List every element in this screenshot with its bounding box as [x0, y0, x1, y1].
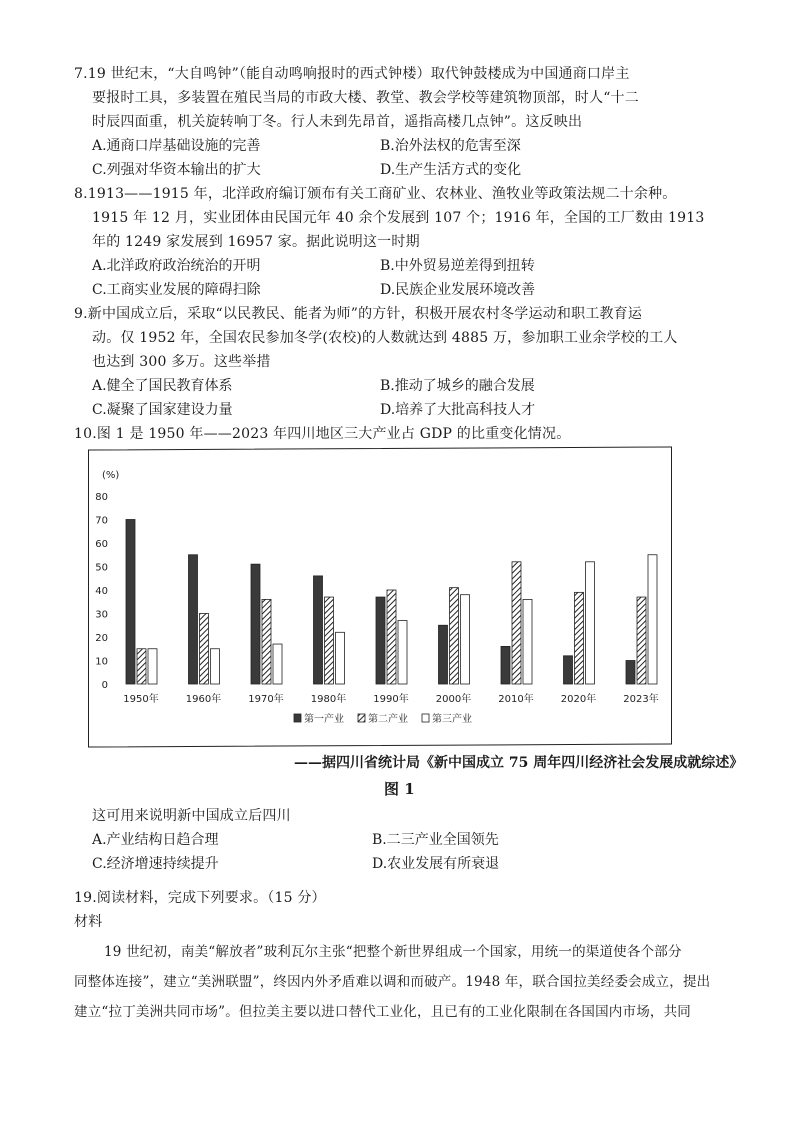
q19-material-line-1: 19 世纪初，南美“解放者”玻利瓦尔主张“把整个新世界组成一个国家，用统一的渠道使各个部分: [104, 944, 682, 960]
bar-第一产业-1950年: [126, 520, 135, 685]
bar-第二产业-1980年: [325, 597, 334, 684]
q8-option-c: C.工商实业发展的障碍扫除: [92, 282, 261, 298]
y-tick-label: 80: [95, 492, 108, 503]
figure-source: ——据四川省统计局《新中国成立 75 周年四川经济社会发展成就综述》: [294, 755, 744, 771]
bar-第三产业-1990年: [398, 621, 407, 684]
q19-material-line-2: 同整体连接”，建立“美洲联盟”，终因内外矛盾难以调和而破产。1948 年，联合国拉美经委会成立，提出: [74, 974, 711, 990]
x-tick-label: 1960年: [185, 694, 222, 705]
bar-第一产业-1960年: [189, 555, 198, 684]
bar-第二产业-1970年: [262, 599, 271, 684]
bar-第三产业-2000年: [461, 595, 470, 684]
legend-label: 第三产业: [432, 714, 472, 725]
q7-option-b: B.治外法权的危害至深: [380, 138, 521, 154]
figure-label: 图 1: [384, 780, 415, 798]
x-axis-labels: [123, 692, 658, 705]
bar-第一产业-2020年: [564, 656, 573, 684]
bar-第二产业-1990年: [387, 590, 396, 684]
y-tick-label: 40: [95, 586, 108, 597]
q8-option-d: D.民族企业发展环境改善: [380, 282, 536, 298]
q9-line-2: 动。仅 1952 年，全国农民参加冬学(农校)的人数就达到 4885 万，参加职工业余学校的工人: [92, 330, 678, 346]
y-tick-label: 10: [95, 656, 108, 668]
bar-第二产业-1960年: [200, 614, 209, 685]
y-axis: [95, 470, 119, 691]
q19-stem: 19.阅读材料，完成下列要求。（15 分）: [74, 890, 326, 906]
q7-line-2: 要报时工具，多装置在殖民当局的市政大楼、教堂、教会学校等建筑物顶部，时人“十二: [92, 90, 639, 106]
q8-line-2: 1915 年 12 月，实业团体由民国元年 40 余个发展到 107 个；1916 年，全国的工厂数由 1913: [92, 210, 705, 226]
x-tick-label: 2020年: [560, 694, 597, 705]
q10-option-c: C.经济增速持续提升: [92, 856, 219, 872]
q10-option-b: B.二三产业全国领先: [372, 832, 499, 848]
q7-option-c: C.列强对华资本输出的扩大: [92, 162, 261, 178]
bar-第三产业-1980年: [336, 632, 345, 684]
bar-第一产业-1990年: [376, 597, 385, 684]
bar-第三产业-1960年: [211, 649, 220, 684]
bar-第二产业-2023年: [637, 597, 646, 684]
y-tick-label: 30: [95, 609, 108, 621]
q10-after-text: 这可用来说明新中国成立后四川: [92, 808, 291, 824]
bar-第三产业-1970年: [273, 644, 282, 684]
q19-material-line-3: 建立“拉丁美洲共同市场”。但拉美主要以进口替代工业化，且已有的工业化限制在各国国内市场，共同: [74, 1004, 692, 1020]
legend-label: 第二产业: [368, 714, 408, 725]
q10-option-d: D.农业发展有所衰退: [372, 856, 500, 872]
bar-第一产业-2000年: [439, 625, 448, 684]
bar-第一产业-1980年: [314, 576, 323, 684]
x-tick-label: 1970年: [248, 694, 284, 705]
y-tick-label: 60: [95, 539, 108, 550]
y-tick-label: 50: [95, 562, 108, 574]
legend-label: 第一产业: [304, 714, 344, 725]
legend-swatch: [422, 714, 429, 722]
q10-option-a: A.产业结构日趋合理: [92, 832, 219, 848]
bar-第三产业-2020年: [586, 562, 595, 684]
y-tick-label: 0: [101, 680, 108, 691]
bar-第一产业-2010年: [501, 646, 510, 684]
q8-line-1: 8.1913——1915 年，北洋政府编订颁布有关工商矿业、农林业、渔牧业等政策法规二十余种。: [74, 186, 677, 202]
q8-option-b: B.中外贸易逆差得到扭转: [380, 258, 535, 274]
q7-line-1: 7.19 世纪末，“大自鸣钟”（能自动鸣响报时的西式钟楼）取代钟鼓楼成为中国通商口岸主: [74, 66, 630, 82]
bar-第二产业-2000年: [450, 588, 459, 684]
x-tick-label: 1950年: [123, 694, 159, 705]
q10-stem: 10.图 1 是 1950 年——2023 年四川地区三大产业占 GDP 的比重变化情况。: [74, 426, 571, 442]
chart-legend: [294, 712, 472, 725]
x-tick-label: 1990年: [373, 694, 409, 705]
bar-第二产业-2010年: [512, 562, 521, 684]
x-tick-label: 2023年: [623, 694, 659, 705]
q19-material-label: 材料: [74, 914, 103, 930]
bars-group: [126, 520, 657, 685]
legend-swatch: [358, 714, 365, 722]
bar-第二产业-2020年: [575, 592, 584, 684]
industry-share-chart: [88, 448, 672, 746]
q9-option-c: C.凝聚了国家建设力量: [92, 402, 233, 418]
bar-第三产业-2023年: [648, 555, 657, 684]
bar-第三产业-1950年: [148, 649, 157, 684]
y-unit-label: (%): [102, 470, 120, 481]
x-tick-label: 2010年: [498, 694, 534, 705]
legend-swatch: [294, 714, 301, 722]
q9-line-1: 9.新中国成立后，采取“以民教民、能者为师”的方针，积极开展农村冬学运动和职工教育运: [74, 306, 643, 322]
x-tick-label: 1980年: [310, 694, 347, 705]
bar-第一产业-2023年: [626, 661, 635, 685]
q8-option-a: A.北洋政府政治统治的开明: [92, 258, 261, 274]
q9-option-a: A.健全了国民教育体系: [92, 378, 233, 394]
q9-line-3: 也达到 300 多万。这些举措: [92, 354, 271, 370]
q9-option-b: B.推动了城乡的融合发展: [380, 378, 535, 394]
q7-option-a: A.通商口岸基础设施的完善: [92, 138, 261, 154]
x-tick-label: 2000年: [435, 694, 472, 705]
y-tick-label: 20: [95, 633, 108, 644]
bar-第二产业-1950年: [137, 649, 146, 684]
y-tick-label: 70: [95, 515, 108, 527]
q7-option-d: D.生产生活方式的变化: [380, 162, 522, 178]
q8-line-3: 年的 1249 家发展到 16957 家。据此说明这一时期: [92, 234, 420, 250]
bar-第三产业-2010年: [523, 599, 532, 684]
q9-option-d: D.培养了大批高科技人才: [380, 402, 536, 418]
bar-第一产业-1970年: [251, 564, 260, 684]
q7-line-3: 时辰四面重，机关旋转响丁冬。行人未到先昂首，遥指高楼几点钟”。这反映出: [92, 114, 583, 130]
